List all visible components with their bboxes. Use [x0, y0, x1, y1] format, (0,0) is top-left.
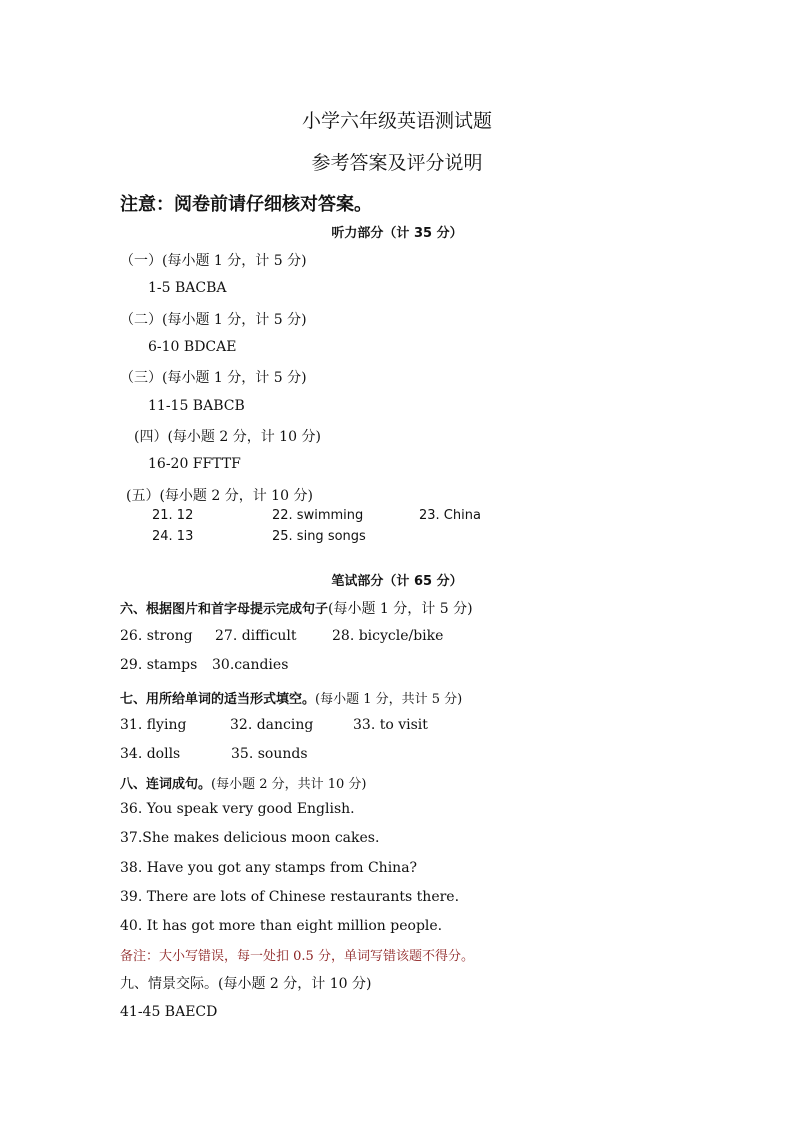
section6-answer: 29. stamps	[120, 657, 198, 673]
part1-answers: 1-5 BACBA	[148, 280, 227, 296]
page-title: 小学六年级英语测试题	[301, 110, 492, 132]
section7-answer: 32. dancing	[230, 717, 314, 733]
part4-answers: 16-20 FFTTF	[148, 456, 241, 472]
section6-answer: 30.candies	[212, 657, 289, 673]
section6-answer: 26. strong	[120, 628, 193, 644]
section8-title: 八、连词成句。	[120, 777, 212, 792]
part2-heading: （二）(每小题 1 分，计 5 分)	[120, 312, 307, 328]
notice: 注意：阅卷前请仔细核对答案。	[120, 194, 372, 215]
section7-score: (每小题 1 分，共计 5 分)	[315, 692, 463, 707]
part2-answers: 6-10 BDCAE	[148, 339, 237, 355]
section6-title: 六、根据图片和首字母提示完成句子	[120, 602, 329, 617]
writing-heading: 笔试部分（计 65 分）	[331, 574, 463, 589]
section8-heading	[120, 773, 367, 792]
section7-answer: 34. dolls	[120, 746, 181, 762]
section7-answer: 33. to visit	[353, 717, 428, 733]
part5-answer: 21. 12	[152, 508, 194, 523]
section8-answer: 38. Have you got any stamps from China?	[120, 860, 418, 876]
part5-answer: 25. sing songs	[272, 529, 366, 544]
part5-answer: 22. swimming	[272, 508, 364, 523]
part1-heading: （一）(每小题 1 分，计 5 分)	[120, 253, 307, 269]
scoring-note: 备注：大小写错误，每一处扣 0.5 分，单词写错该题不得分。	[120, 949, 474, 964]
part4-heading: (四）(每小题 2 分，计 10 分)	[134, 429, 321, 445]
part3-answers: 11-15 BABCB	[148, 398, 245, 414]
section7-title: 七、用所给单词的适当形式填空。	[120, 692, 316, 707]
section7-answer: 31. flying	[120, 717, 187, 733]
section8-answer: 37.She makes delicious moon cakes.	[120, 830, 380, 846]
section6-answer: 27. difficult	[215, 628, 297, 644]
listening-heading: 听力部分（计 35 分）	[331, 226, 463, 241]
section7-answer: 35. sounds	[231, 746, 308, 762]
section6-score: (每小题 1 分，计 5 分)	[328, 601, 473, 617]
page-subtitle: 参考答案及评分说明	[311, 152, 483, 174]
part5-answer: 23. China	[419, 508, 481, 523]
part5-answer: 24. 13	[152, 529, 194, 544]
part3-heading: （三）(每小题 1 分，计 5 分)	[120, 370, 307, 386]
section6-heading	[120, 598, 473, 618]
section7-heading	[120, 688, 462, 707]
section9-answers: 41-45 BAECD	[120, 1004, 218, 1020]
section6-answer: 28. bicycle/bike	[332, 628, 444, 644]
section8-answer: 36. You speak very good English.	[120, 801, 355, 817]
part5-heading: (五）(每小题 2 分，计 10 分)	[126, 488, 313, 504]
section8-answer: 40. It has got more than eight million people.	[120, 918, 443, 934]
section8-score: (每小题 2 分，共计 10 分)	[211, 777, 367, 792]
section9-heading: 九、情景交际。(每小题 2 分，计 10 分)	[120, 976, 372, 992]
section8-answer: 39. There are lots of Chinese restaurants there.	[120, 889, 460, 905]
